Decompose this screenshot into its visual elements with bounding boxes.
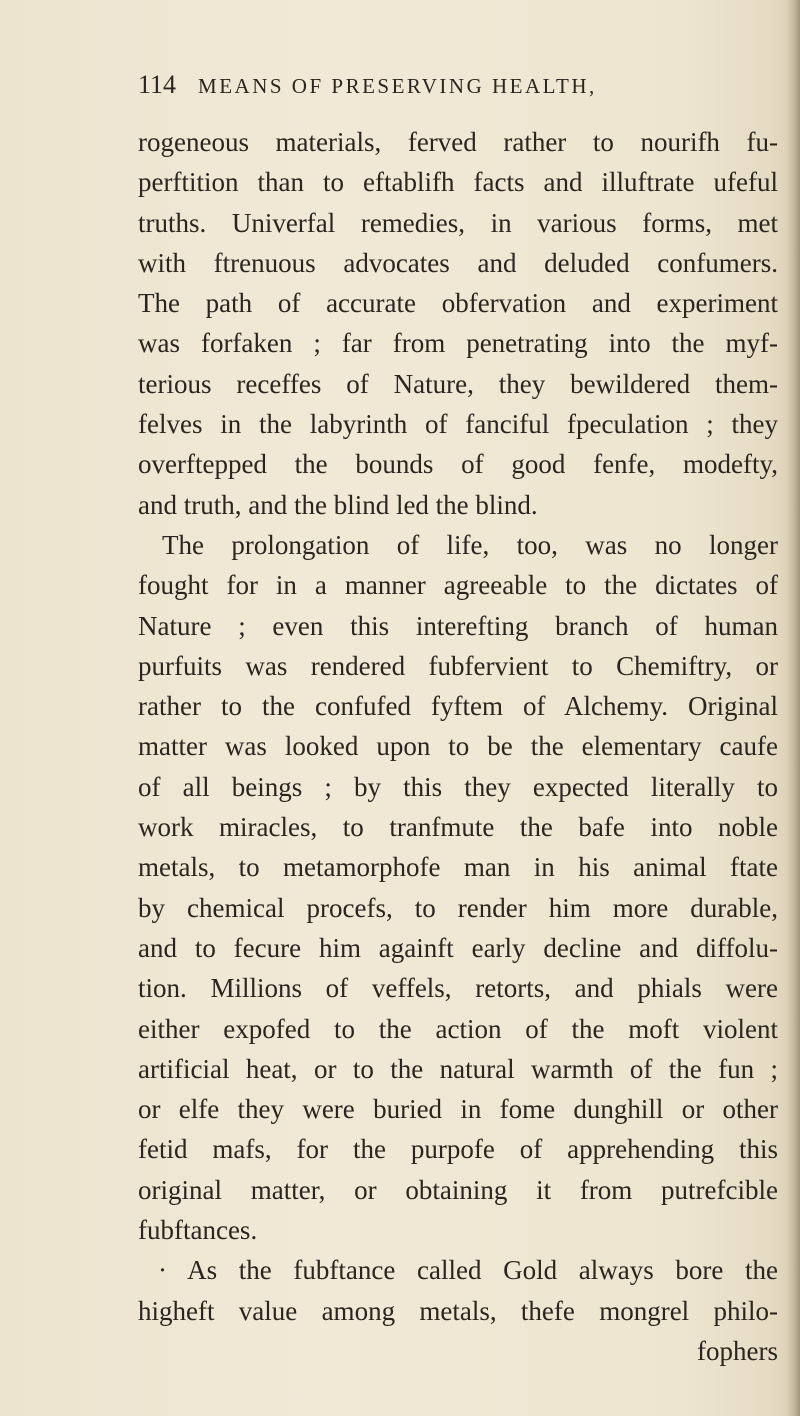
text-line: Nature ; even this interefting branch of human (138, 610, 778, 641)
text-line: rather to the confufed fyftem of Alchemy. Original (138, 691, 778, 722)
text-line: higheft value among metals, thefe mongrel philo- (138, 1295, 778, 1326)
text-line: of all beings ; by this they expected literally to (138, 771, 778, 802)
text-line: terious receffes of Nature, they bewildered them- (138, 368, 778, 399)
body-text (138, 122, 778, 1371)
text-line: perftition than to eftablifh facts and illuftrate ufeful (138, 167, 778, 198)
text-line: artificial heat, or to the natural warmth of the fun ; (138, 1053, 778, 1084)
text-line: matter was looked upon to be the elementary caufe (138, 731, 778, 762)
text-line: truths. Univerfal remedies, in various forms, met (138, 207, 778, 238)
text-line: overftepped the bounds of good fenfe, modefty, (138, 449, 778, 480)
text-line: work miracles, to tranfmute the bafe into noble (138, 812, 778, 843)
text-line: metals, to metamorphofe man in his animal ftate (138, 852, 778, 883)
text-line: and truth, and the blind led the blind. (138, 489, 538, 520)
text-line: or elfe they were buried in fome dunghill or other (138, 1094, 778, 1125)
text-line: fubftances. (138, 1215, 258, 1246)
paragraph-start-line: · As the fubftance called Gold always bore the (158, 1255, 778, 1286)
running-header (138, 70, 778, 110)
paragraph-start-line: The prolongation of life, too, was no longer (162, 529, 778, 560)
text-line: and to fecure him againft early decline and diffolu- (138, 932, 778, 963)
text-line: purfuits was rendered fubfervient to Chemiftry, or (138, 650, 778, 681)
catchword: fophers (697, 1335, 778, 1366)
text-line: felves in the labyrinth of fanciful fpeculation ; they (138, 409, 778, 440)
text-line: was forfaken ; far from penetrating into the myf- (138, 328, 778, 359)
page-edge-shadow (786, 0, 800, 1416)
text-line: fetid mafs, for the purpofe of apprehending this (138, 1134, 778, 1165)
running-title: MEANS OF PRESERVING HEALTH, (198, 74, 597, 98)
text-line: either expofed to the action of the moft violent (138, 1013, 778, 1044)
text-line: by chemical procefs, to render him more durable, (138, 892, 778, 923)
text-line: fought for in a manner agreeable to the dictates of (138, 570, 778, 601)
text-line: with ftrenuous advocates and deluded confumers. (138, 247, 778, 278)
text-line: rogeneous materials, ferved rather to nourifh fu- (138, 127, 778, 157)
text-line: The path of accurate obfervation and experiment (138, 288, 778, 319)
page-number: 114 (138, 70, 177, 99)
text-line: tion. Millions of veffels, retorts, and phials were (138, 973, 778, 1004)
text-line: original matter, or obtaining it from putrefcible (138, 1174, 778, 1205)
